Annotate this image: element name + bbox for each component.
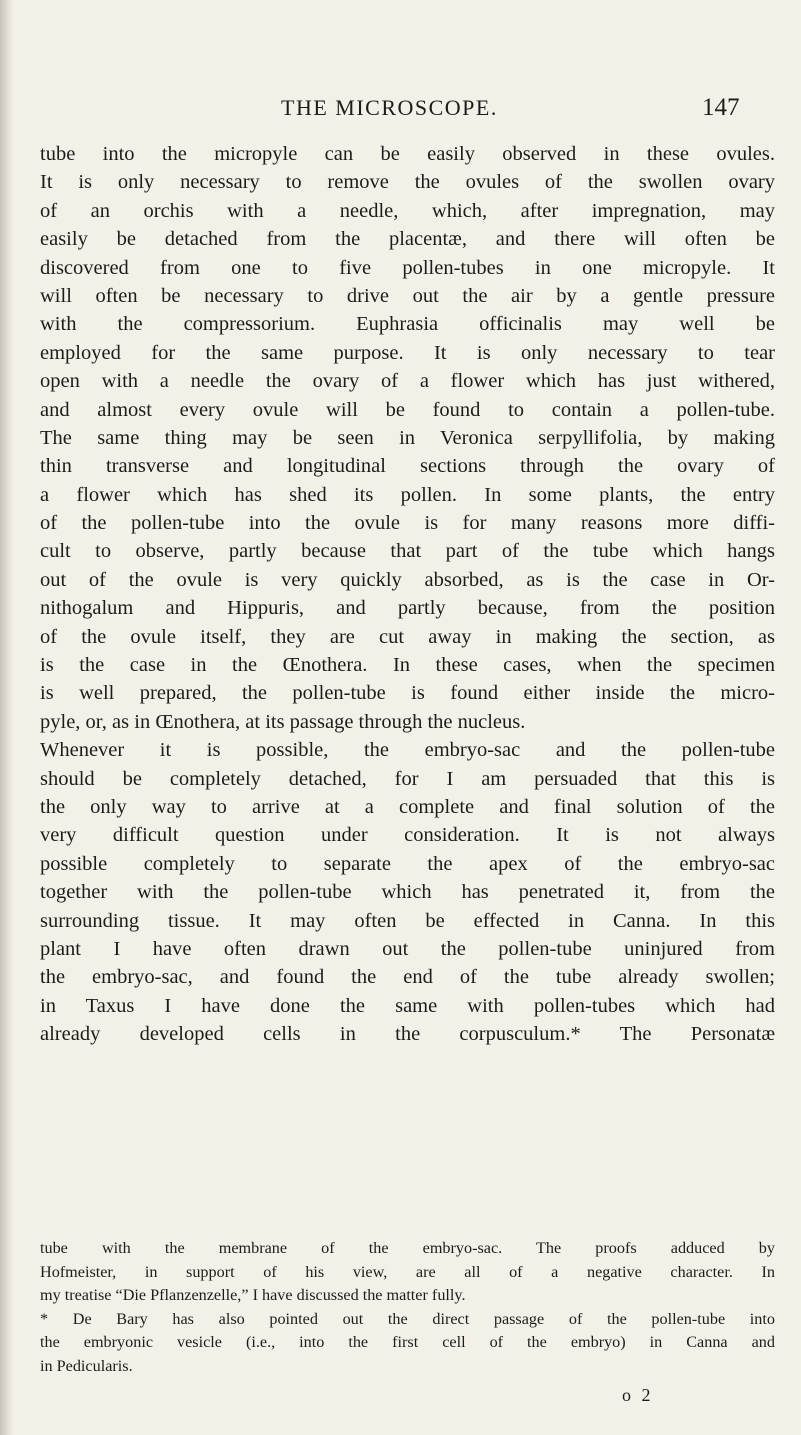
footnotes [40,1237,775,1378]
binding-gutter-shadow [0,0,14,1435]
body-line: is well prepared, the pollen-tube is found either inside the micro- [40,682,775,705]
body-line: surrounding tissue. It may often be effected in Canna. In this [40,909,775,932]
body-line: nithogalum and Hippuris, and partly because, from the position [40,597,775,620]
body-line: employed for the same purpose. It is only necessary to tear [40,341,775,364]
body-line: already developed cells in the corpusculum.* The Personatæ [40,1023,775,1046]
body-line: and almost every ovule will be found to contain a pollen-tube. [40,398,775,421]
footnote-line: tube with the membrane of the embryo-sac. The proofs adduced by [40,1239,775,1257]
body-line: tube into the micropyle can be easily observed in these ovules. [40,143,775,165]
body-line: pyle, or, as in Œnothera, at its passage through the nucleus. [40,710,526,733]
body-line: the only way to arrive at a complete and final solution of the [40,795,775,818]
body-line: The same thing may be seen in Veronica serpyllifolia, by making [40,426,775,449]
body-line: plant I have often drawn out the pollen-tube uninjured from [40,937,775,960]
body-line: out of the ovule is very quickly absorbed, as is the case in Or- [40,568,775,591]
footnote-line: Hofmeister, in support of his view, are all of a negative character. In [40,1262,775,1281]
body-line: a flower which has shed its pollen. In some plants, the entry [40,483,775,506]
body-line: of the ovule itself, they are cut away in making the section, as [40,625,775,648]
body-line: open with a needle the ovary of a flower which has just withered, [40,370,775,393]
body-line: in Taxus I have done the same with pollen-tubes which had [40,994,775,1017]
body-line: Whenever it is possible, the embryo-sac and the pollen-tube [40,739,775,762]
body-line: cult to observe, partly because that part of the tube which hangs [40,540,775,563]
signature-mark: o 2 [622,1385,654,1405]
body-line: should be completely detached, for I am persuaded that this is [40,767,775,790]
body-line: the embryo-sac, and found the end of the tube already swollen; [40,966,775,989]
body-line: of the pollen-tube into the ovule is for many reasons more diffi- [40,512,775,535]
body-line: will often be necessary to drive out the air by a gentle pressure [40,284,775,307]
body-text [40,140,775,1049]
running-head [0,92,801,132]
body-line: of an orchis with a needle, which, after impregnation, may [40,199,775,222]
body-line: thin transverse and longitudinal sections through the ovary of [40,455,775,478]
body-line: very difficult question under consideration. It is not always [40,824,775,847]
body-line: It is only necessary to remove the ovules of the swollen ovary [40,171,775,194]
body-line: together with the pollen-tube which has penetrated it, from the [40,881,775,904]
footnote-line: * De Bary has also pointed out the direct passage of the pollen-tube into [40,1309,775,1328]
footnote-line: the embryonic vesicle (i.e., into the first cell of the embryo) in Canna and [40,1333,775,1351]
running-title: THE MICROSCOPE. [281,95,498,120]
body-line: easily be detached from the placentæ, and there will often be [40,228,775,251]
footnote-line: my treatise “Die Pflanzenzelle,” I have discussed the matter fully. [40,1286,466,1304]
body-line: discovered from one to five pollen-tubes in one micropyle. It [40,256,775,279]
body-line: is the case in the Œnothera. In these cases, when the specimen [40,654,775,677]
body-line: possible completely to separate the apex of the embryo-sac [40,852,775,875]
footnote-line: in Pedicularis. [40,1356,133,1375]
page-number: 147 [702,94,740,121]
body-line: with the compressorium. Euphrasia officinalis may well be [40,313,775,336]
